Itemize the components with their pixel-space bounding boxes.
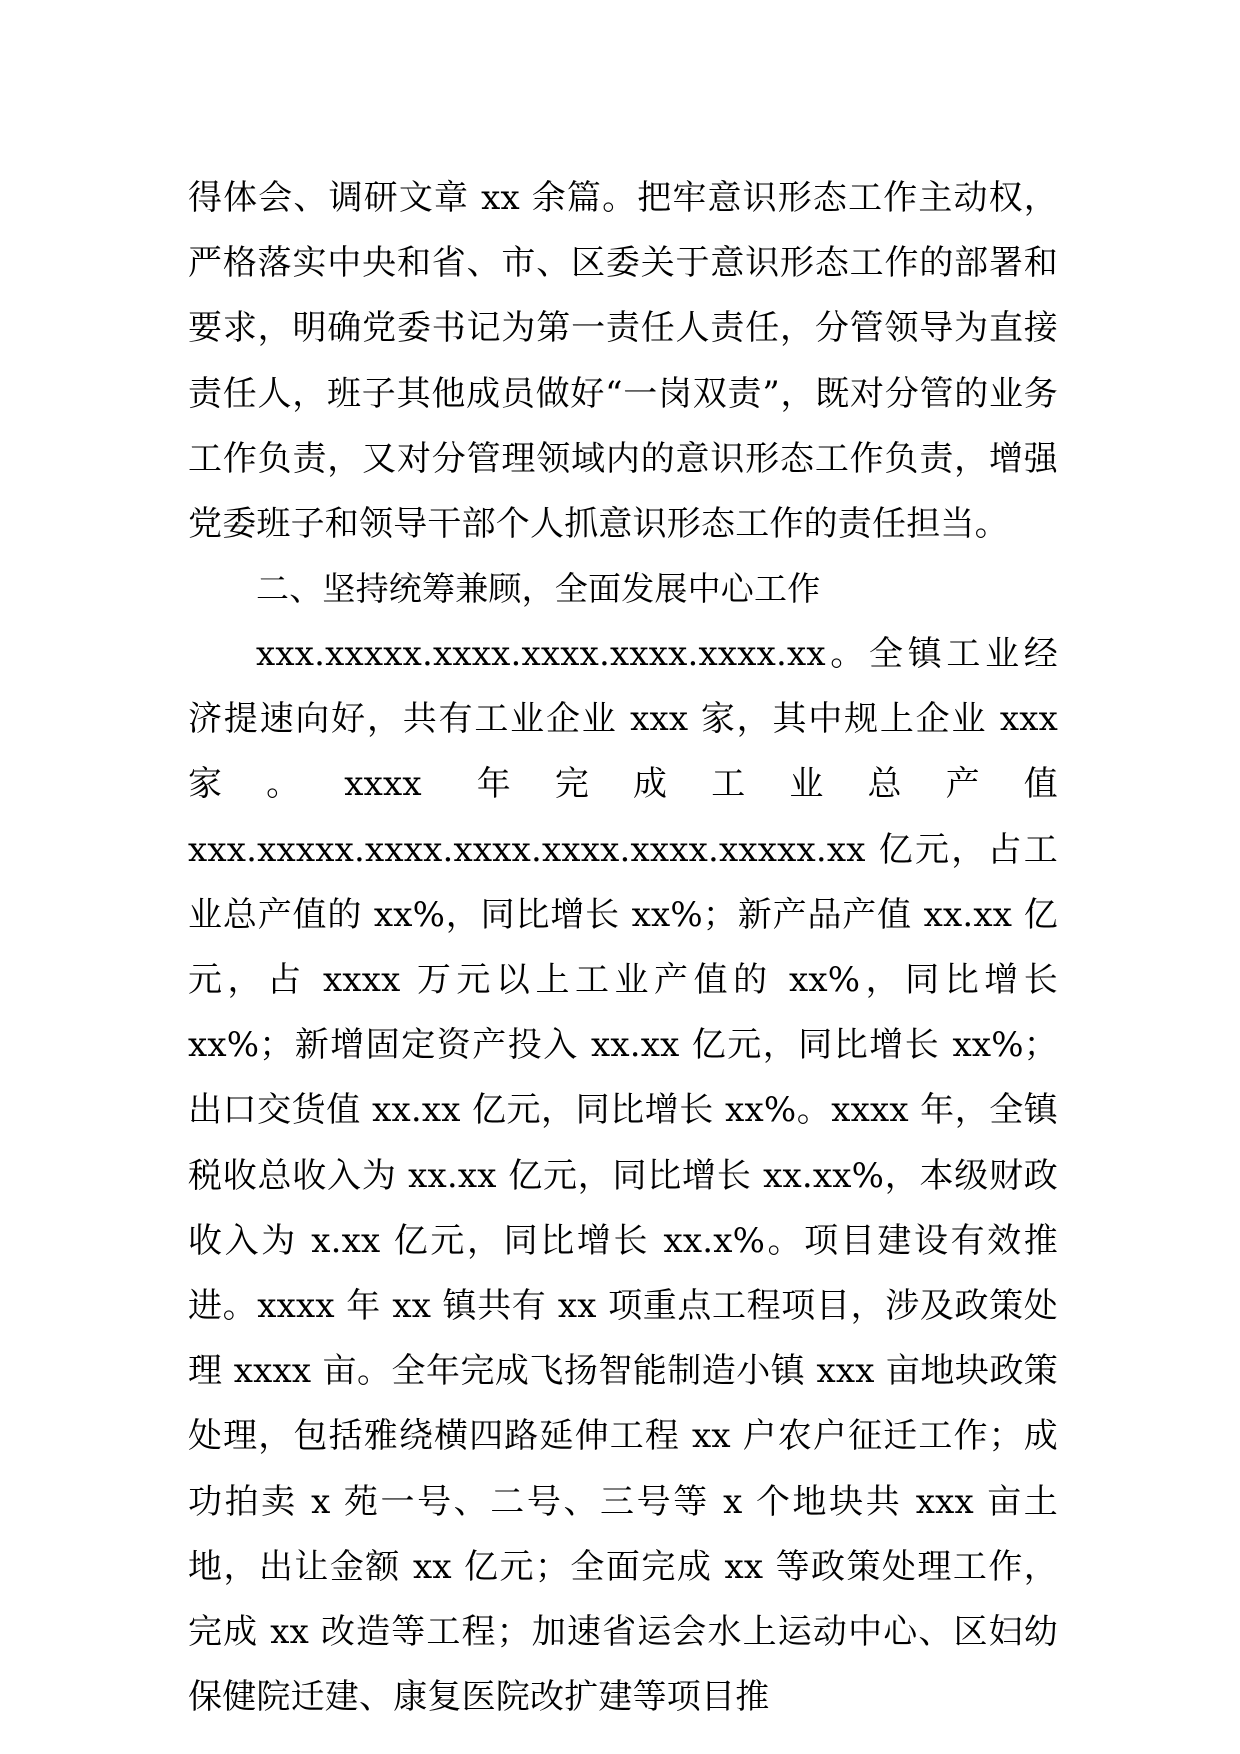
paragraph-text: 得体会、调研文章 xx 余篇。把牢意识形态工作主动权，严格落实中央和省、市、区委关于意识形态工作的部署和要求，明确党委书记为第一责任人责任，分管领导为直接责任人，班子其他成员做好“一岗双责”，既对分管的业务工作负责，又对分管理领域内的意识形态工作负责，增强党委班子和领导干部个人抓意识形态工作的责任担当。: [188, 178, 1058, 545]
section-heading: [188, 556, 1058, 621]
section-heading-text: 二、坚持统筹兼顾，全面发展中心工作: [256, 569, 821, 608]
body-paragraph: [188, 166, 1058, 557]
paragraph-text: xxx.xxxxx.xxxx.xxxx.xxxx.xxxx.xx。全镇工业经济提速向好，共有工业企业 xxx 家，其中规上企业 xxx 家。xxxx 年完成工业总产值 xxx.xxxxx.xxxx.xxxx.xxxx.xxxx.xxxxx.xx 亿元，占工业总产值的 xx%，同比增长 xx%；新产品产值 xx.xx 亿元，占 xxxx 万元以上工业产值的 xx%，同比增长 xx%；新增固定资产投入 xx.xx 亿元，同比增长 xx%；出口交货值 xx.xx 亿元，同比增长 xx%。xxxx 年，全镇税收总收入为 xx.xx 亿元，同比增长 xx.xx%，本级财政收入为 x.xx 亿元，同比增长 xx.x%。项目建设有效推进。xxxx 年 xx 镇共有 xx 项重点工程项目，涉及政策处理 xxxx 亩。全年完成飞扬智能制造小镇 xxx 亩地块政策处理，包括雅绕横四路延伸工程 xx 户农户征迁工作；成功拍卖 x 苑一号、二号、三号等 x 个地块共 xxx 亩土地，出让金额 xx 亿元；全面完成 xx 等政策处理工作，完成 xx 改造等工程；加速省运会水上运动中心、区妇幼保健院迁建、康复医院改扩建等项目推: [188, 634, 1058, 1718]
body-paragraph: [188, 622, 1058, 1730]
